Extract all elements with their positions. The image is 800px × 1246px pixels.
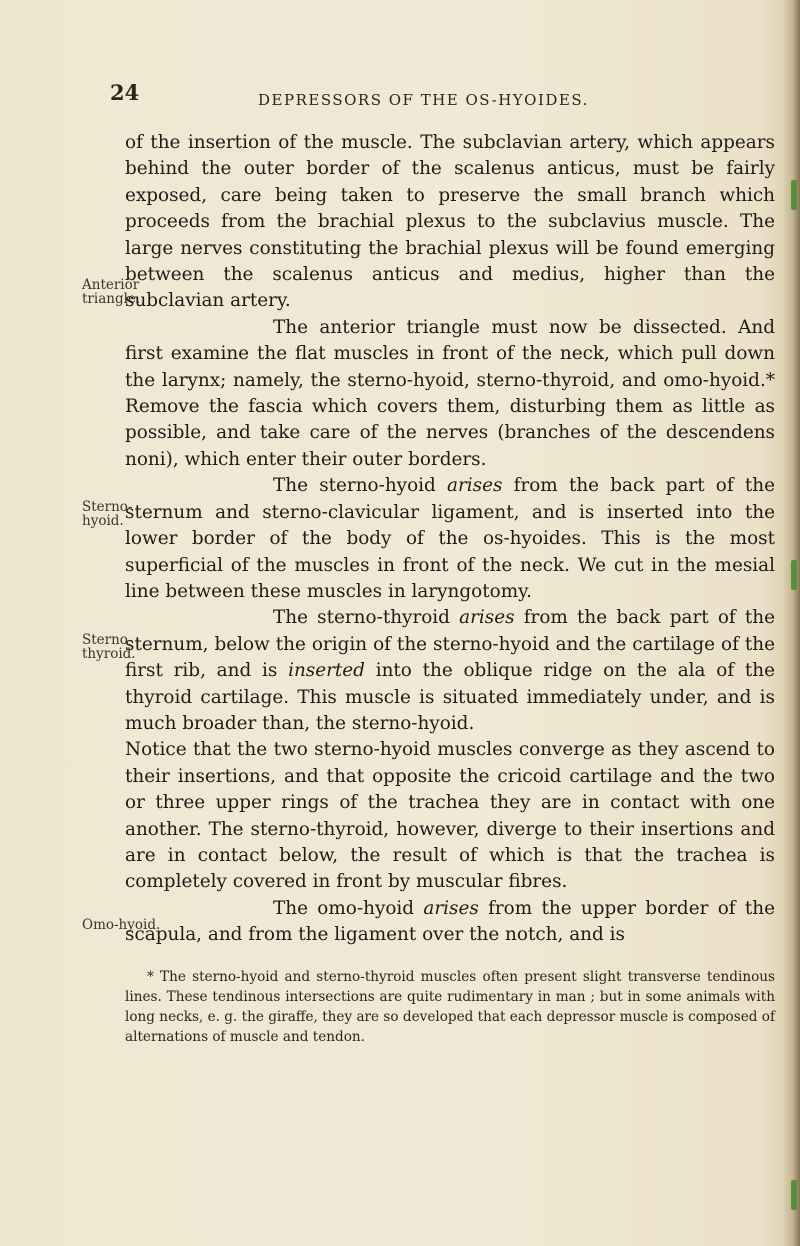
margin-note-anterior-triangle: Anterior triangle. — [82, 277, 141, 307]
margin-note-sterno-thyroid: Sterno-thyroid. — [82, 632, 136, 662]
paragraph: The anterior triangle must now be dissected. And first examine the flat muscles in front of the neck, which pull down the larynx; namely, the sterno-hyoid, sterno-thyroid, and omo-hyoid.* Remove the fascia which covers them, disturbing them as little as possible, and take care of the nerves (branches of the descendens noni), which enter their outer borders. — [125, 316, 775, 470]
footnote: * The sterno-hyoid and sterno-thyroid muscles often present slight transverse tendinous lines. These tendinous intersections are quite rudimentary in man ; but in some animals with long necks, e. g. the giraffe, they are so developed that each depressor muscle is composed of alternations of muscle and tendon. — [125, 969, 775, 1045]
page-edge-mark — [791, 560, 797, 590]
page-number: 24 — [110, 80, 140, 105]
margin-note-sterno-hyoid: Sterno-hyoid. — [82, 499, 133, 529]
paragraph: Notice that the two sterno-hyoid muscles converge as they ascend to their insertions, and that opposite the cricoid cartilage and the two or three upper rings of the trachea they are in contact with one another. The sterno-thyroid, however, diverge to their insertions and are in contact below, the result of which is that the trachea is completely covered in front by muscular fibres. — [125, 739, 775, 893]
body-text — [125, 130, 775, 949]
page-edge-mark — [791, 1180, 797, 1210]
paragraph: The sterno-thyroid arises from the back part of the sternum, below the origin of the sterno-hyoid and the cartilage of the first rib, and is inserted into the oblique ridge on the ala of the thyroid cartilage. This muscle is situated immediately under, and is much broader than, the sterno-hyoid. — [125, 607, 775, 734]
running-title: DEPRESSORS OF THE OS-HYOIDES. — [258, 91, 589, 109]
margin-note-omo-hyoid: Omo-hyoid. — [82, 917, 161, 933]
paragraph: The sterno-hyoid arises from the back part of the sternum and sterno-clavicular ligament, and is inserted into the lower border of the body of the os-hyoides. This is the most superficial of the muscles in front of the neck. We cut in the mesial line between these muscles in laryngotomy. — [125, 475, 775, 602]
paragraph: The omo-hyoid arises from the upper border of the scapula, and from the ligament over the notch, and is — [125, 897, 775, 946]
paragraph: of the insertion of the muscle. The subclavian artery, which appears behind the outer border of the scalenus anticus, must be fairly exposed, care being taken to preserve the small branch which proceeds from the brachial plexus to the subclavius muscle. The large nerves constituting the brachial plexus will be found emerging between the scalenus anticus and medius, higher than the subclavian artery. — [125, 132, 775, 312]
page-edge-mark — [791, 180, 797, 210]
